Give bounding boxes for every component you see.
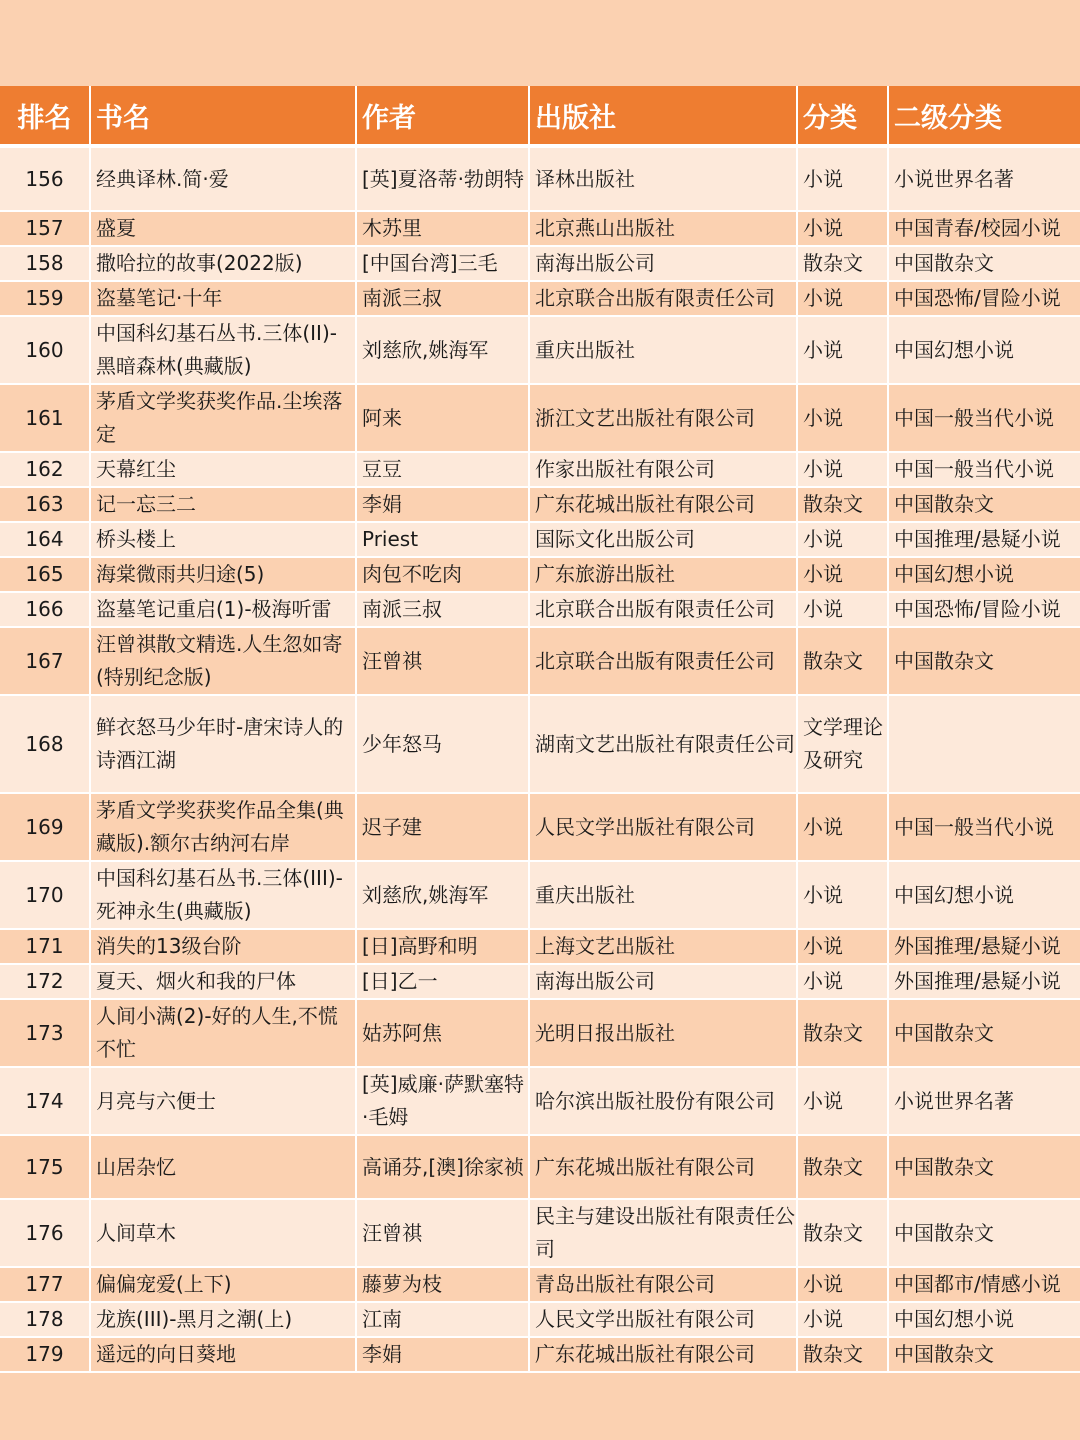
title-cell: 月亮与六便士 [90, 1067, 356, 1135]
rank-cell: 165 [0, 557, 90, 592]
subcategory-cell [888, 695, 1080, 793]
title-cell: 汪曾祺散文精选.人生忽如寄(特别纪念版) [90, 627, 356, 695]
publisher-cell: 南海出版公司 [529, 964, 797, 999]
table-row [0, 964, 1080, 999]
header-rank: 排名 [0, 86, 90, 146]
table-row [0, 487, 1080, 522]
rank-cell: 178 [0, 1302, 90, 1337]
category-cell: 文学理论及研究 [797, 695, 888, 793]
rank-cell: 159 [0, 281, 90, 316]
book-ranking-sheet [0, 86, 1080, 1373]
rank-cell: 156 [0, 146, 90, 211]
publisher-cell: 广东旅游出版社 [529, 557, 797, 592]
category-cell: 小说 [797, 557, 888, 592]
table-row [0, 1067, 1080, 1135]
category-cell: 小说 [797, 146, 888, 211]
author-cell: 阿来 [356, 384, 529, 452]
author-cell: 南派三叔 [356, 281, 529, 316]
category-cell: 小说 [797, 281, 888, 316]
publisher-cell: 民主与建设出版社有限责任公司 [529, 1199, 797, 1267]
subcategory-cell: 中国散杂文 [888, 999, 1080, 1067]
author-cell: [日]乙一 [356, 964, 529, 999]
subcategory-cell: 中国一般当代小说 [888, 384, 1080, 452]
table-row [0, 1337, 1080, 1372]
author-cell: 汪曾祺 [356, 1199, 529, 1267]
author-cell: 李娟 [356, 487, 529, 522]
publisher-cell: 重庆出版社 [529, 316, 797, 384]
publisher-cell: 北京联合出版有限责任公司 [529, 592, 797, 627]
title-cell: 经典译林.简·爱 [90, 146, 356, 211]
table-row [0, 627, 1080, 695]
rank-cell: 168 [0, 695, 90, 793]
rank-cell: 158 [0, 246, 90, 281]
table-row [0, 146, 1080, 211]
title-cell: 茅盾文学奖获奖作品.尘埃落定 [90, 384, 356, 452]
subcategory-cell: 中国恐怖/冒险小说 [888, 592, 1080, 627]
table-row [0, 999, 1080, 1067]
table-row [0, 1302, 1080, 1337]
rank-cell: 164 [0, 522, 90, 557]
title-cell: 消失的13级台阶 [90, 929, 356, 964]
author-cell: Priest [356, 522, 529, 557]
publisher-cell: 广东花城出版社有限公司 [529, 1135, 797, 1199]
table-row [0, 384, 1080, 452]
title-cell: 龙族(III)-黑月之潮(上) [90, 1302, 356, 1337]
rank-cell: 170 [0, 861, 90, 929]
publisher-cell: 译林出版社 [529, 146, 797, 211]
publisher-cell: 湖南文艺出版社有限责任公司 [529, 695, 797, 793]
table-row [0, 695, 1080, 793]
table-row [0, 1199, 1080, 1267]
title-cell: 夏天、烟火和我的尸体 [90, 964, 356, 999]
title-cell: 中国科幻基石丛书.三体(III)-死神永生(典藏版) [90, 861, 356, 929]
author-cell: 姑苏阿焦 [356, 999, 529, 1067]
title-cell: 人间草木 [90, 1199, 356, 1267]
table-row [0, 522, 1080, 557]
category-cell: 小说 [797, 929, 888, 964]
author-cell: 木苏里 [356, 211, 529, 246]
rank-cell: 162 [0, 452, 90, 487]
rank-cell: 172 [0, 964, 90, 999]
category-cell: 散杂文 [797, 1199, 888, 1267]
category-cell: 小说 [797, 1067, 888, 1135]
title-cell: 茅盾文学奖获奖作品全集(典藏版).额尔古纳河右岸 [90, 793, 356, 861]
table-row [0, 281, 1080, 316]
header-category: 分类 [797, 86, 888, 146]
table-row [0, 1267, 1080, 1302]
author-cell: 南派三叔 [356, 592, 529, 627]
category-cell: 小说 [797, 964, 888, 999]
publisher-cell: 北京联合出版有限责任公司 [529, 281, 797, 316]
title-cell: 桥头楼上 [90, 522, 356, 557]
title-cell: 盗墓笔记·十年 [90, 281, 356, 316]
title-cell: 撒哈拉的故事(2022版) [90, 246, 356, 281]
table-row [0, 861, 1080, 929]
title-cell: 山居杂忆 [90, 1135, 356, 1199]
publisher-cell: 广东花城出版社有限公司 [529, 1337, 797, 1372]
rank-cell: 166 [0, 592, 90, 627]
subcategory-cell: 小说世界名著 [888, 1067, 1080, 1135]
table-row [0, 793, 1080, 861]
rank-cell: 169 [0, 793, 90, 861]
publisher-cell: 青岛出版社有限公司 [529, 1267, 797, 1302]
publisher-cell: 北京联合出版有限责任公司 [529, 627, 797, 695]
title-cell: 天幕红尘 [90, 452, 356, 487]
category-cell: 小说 [797, 522, 888, 557]
category-cell: 小说 [797, 793, 888, 861]
rank-cell: 177 [0, 1267, 90, 1302]
title-cell: 遥远的向日葵地 [90, 1337, 356, 1372]
category-cell: 小说 [797, 211, 888, 246]
publisher-cell: 作家出版社有限公司 [529, 452, 797, 487]
rank-cell: 173 [0, 999, 90, 1067]
author-cell: 汪曾祺 [356, 627, 529, 695]
subcategory-cell: 中国青春/校园小说 [888, 211, 1080, 246]
category-cell: 散杂文 [797, 1135, 888, 1199]
subcategory-cell: 中国都市/情感小说 [888, 1267, 1080, 1302]
category-cell: 散杂文 [797, 627, 888, 695]
category-cell: 小说 [797, 316, 888, 384]
table-row [0, 557, 1080, 592]
publisher-cell: 人民文学出版社有限公司 [529, 793, 797, 861]
rank-cell: 163 [0, 487, 90, 522]
rank-cell: 179 [0, 1337, 90, 1372]
subcategory-cell: 中国一般当代小说 [888, 793, 1080, 861]
author-cell: [英]威廉·萨默塞特·毛姆 [356, 1067, 529, 1135]
table-row [0, 316, 1080, 384]
header-row [0, 86, 1080, 146]
publisher-cell: 国际文化出版公司 [529, 522, 797, 557]
header-author: 作者 [356, 86, 529, 146]
title-cell: 盗墓笔记重启(1)-极海听雷 [90, 592, 356, 627]
category-cell: 小说 [797, 1302, 888, 1337]
category-cell: 小说 [797, 592, 888, 627]
subcategory-cell: 中国推理/悬疑小说 [888, 522, 1080, 557]
category-cell: 散杂文 [797, 1337, 888, 1372]
subcategory-cell: 中国散杂文 [888, 1199, 1080, 1267]
rank-cell: 167 [0, 627, 90, 695]
author-cell: 少年怒马 [356, 695, 529, 793]
subcategory-cell: 中国散杂文 [888, 487, 1080, 522]
author-cell: [日]高野和明 [356, 929, 529, 964]
header-title: 书名 [90, 86, 356, 146]
rank-cell: 171 [0, 929, 90, 964]
subcategory-cell: 中国散杂文 [888, 1337, 1080, 1372]
category-cell: 散杂文 [797, 999, 888, 1067]
table-row [0, 929, 1080, 964]
publisher-cell: 上海文艺出版社 [529, 929, 797, 964]
table-row [0, 246, 1080, 281]
table-row [0, 1135, 1080, 1199]
subcategory-cell: 中国恐怖/冒险小说 [888, 281, 1080, 316]
subcategory-cell: 中国散杂文 [888, 246, 1080, 281]
author-cell: 江南 [356, 1302, 529, 1337]
title-cell: 盛夏 [90, 211, 356, 246]
author-cell: 高诵芬,[澳]徐家祯 [356, 1135, 529, 1199]
author-cell: 豆豆 [356, 452, 529, 487]
title-cell: 中国科幻基石丛书.三体(II)-黑暗森林(典藏版) [90, 316, 356, 384]
subcategory-cell: 中国幻想小说 [888, 1302, 1080, 1337]
rank-cell: 174 [0, 1067, 90, 1135]
category-cell: 小说 [797, 1267, 888, 1302]
category-cell: 小说 [797, 384, 888, 452]
author-cell: 迟子建 [356, 793, 529, 861]
table-row [0, 211, 1080, 246]
author-cell: 刘慈欣,姚海军 [356, 861, 529, 929]
category-cell: 小说 [797, 452, 888, 487]
author-cell: 李娟 [356, 1337, 529, 1372]
title-cell: 记一忘三二 [90, 487, 356, 522]
header-subcategory: 二级分类 [888, 86, 1080, 146]
publisher-cell: 浙江文艺出版社有限公司 [529, 384, 797, 452]
category-cell: 散杂文 [797, 246, 888, 281]
rank-cell: 176 [0, 1199, 90, 1267]
subcategory-cell: 中国一般当代小说 [888, 452, 1080, 487]
table-row [0, 452, 1080, 487]
title-cell: 鲜衣怒马少年时-唐宋诗人的诗酒江湖 [90, 695, 356, 793]
publisher-cell: 重庆出版社 [529, 861, 797, 929]
title-cell: 人间小满(2)-好的人生,不慌不忙 [90, 999, 356, 1067]
subcategory-cell: 小说世界名著 [888, 146, 1080, 211]
publisher-cell: 广东花城出版社有限公司 [529, 487, 797, 522]
publisher-cell: 光明日报出版社 [529, 999, 797, 1067]
subcategory-cell: 中国幻想小说 [888, 316, 1080, 384]
publisher-cell: 人民文学出版社有限公司 [529, 1302, 797, 1337]
title-cell: 海棠微雨共归途(5) [90, 557, 356, 592]
publisher-cell: 哈尔滨出版社股份有限公司 [529, 1067, 797, 1135]
author-cell: 刘慈欣,姚海军 [356, 316, 529, 384]
category-cell: 小说 [797, 861, 888, 929]
publisher-cell: 北京燕山出版社 [529, 211, 797, 246]
ranking-table [0, 86, 1080, 1373]
subcategory-cell: 外国推理/悬疑小说 [888, 964, 1080, 999]
table-row [0, 592, 1080, 627]
subcategory-cell: 中国幻想小说 [888, 557, 1080, 592]
author-cell: 藤萝为枝 [356, 1267, 529, 1302]
subcategory-cell: 外国推理/悬疑小说 [888, 929, 1080, 964]
author-cell: [中国台湾]三毛 [356, 246, 529, 281]
rank-cell: 160 [0, 316, 90, 384]
rank-cell: 175 [0, 1135, 90, 1199]
title-cell: 偏偏宠爱(上下) [90, 1267, 356, 1302]
author-cell: 肉包不吃肉 [356, 557, 529, 592]
author-cell: [英]夏洛蒂·勃朗特 [356, 146, 529, 211]
category-cell: 散杂文 [797, 487, 888, 522]
rank-cell: 161 [0, 384, 90, 452]
subcategory-cell: 中国散杂文 [888, 627, 1080, 695]
rank-cell: 157 [0, 211, 90, 246]
header-publisher: 出版社 [529, 86, 797, 146]
publisher-cell: 南海出版公司 [529, 246, 797, 281]
subcategory-cell: 中国幻想小说 [888, 861, 1080, 929]
subcategory-cell: 中国散杂文 [888, 1135, 1080, 1199]
